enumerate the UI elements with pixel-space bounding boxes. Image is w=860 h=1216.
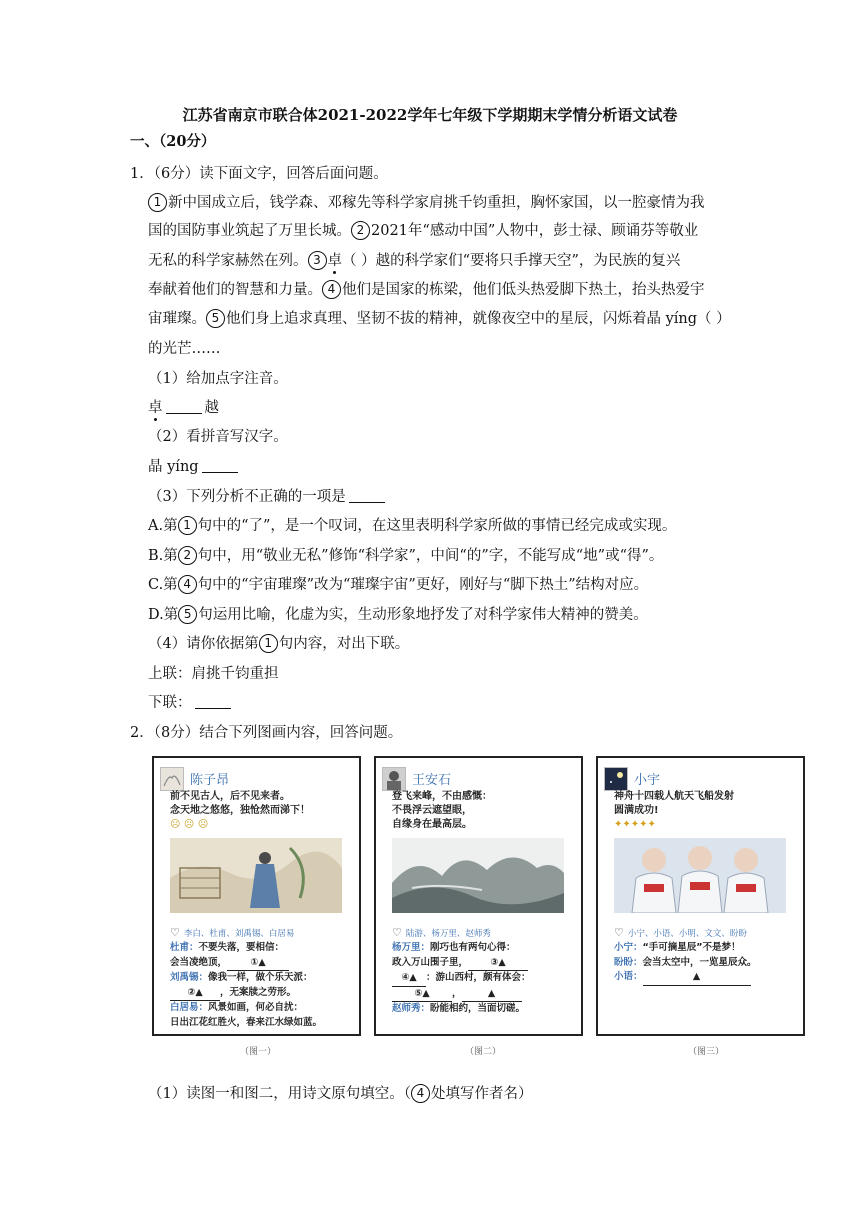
post-text: 登飞来峰，不由感慨： 不畏浮云遮望眼， 自缘身在最高层。 <box>392 791 492 830</box>
circled-number: 1 <box>148 193 167 212</box>
comments: 小宁：“手可摘星辰”不是梦！ 盼盼：会当太空中，一览星辰众。 小语： ▲ <box>614 941 757 986</box>
figure-3-caption: （图三） <box>688 1047 725 1057</box>
poster-name: 小宇 <box>634 773 661 788</box>
figure-1-card <box>152 756 361 1036</box>
page-title: 江苏省南京市联合体2021-2022学年七年级下学期期末学情分析语文试卷 <box>182 106 678 124</box>
q1-sub2-answer: 晶 yíng <box>148 456 241 478</box>
avatar-icon <box>382 767 406 791</box>
answer-blank-5[interactable]: ⑤▲ <box>392 987 452 1003</box>
answer-blank-2[interactable]: ②▲ <box>170 986 220 1002</box>
q1-para-line3: 无私的科学家赫然在列。 3 卓（ ）越的科学家们“要将只手撑天空”，为民族的复兴 <box>148 253 681 269</box>
q2-stem: 2．（8分）结合下列图画内容，回答问题。 <box>130 725 403 741</box>
q1-sub2: （2）看拼音写汉字。 <box>148 429 288 445</box>
circled-number: 5 <box>206 309 225 328</box>
likes-row: ♡ 李白、杜甫、刘禹锡、白居易 <box>170 926 295 939</box>
heart-icon[interactable]: ♡ <box>392 926 402 939</box>
q1-para-line6: 的光芒…… <box>148 341 221 357</box>
post-text: 前不见古人，后不见来者。 念天地之悠悠，独怆然而涕下！ ☹ ☹ ☹ <box>170 791 310 830</box>
answer-blank-7[interactable]: ▲ <box>643 970 751 986</box>
avatar-icon <box>604 767 628 791</box>
q1-sub3: （3）下列分析不正确的一项是 <box>148 486 388 508</box>
poster-name: 王安石 <box>412 773 452 788</box>
q1-para-line2: 国的国防事业筑起了万里长城。 2 2021年“感动中国”人物中，彭士禄、顾诵芬等敬业 <box>148 223 699 239</box>
figure-2-card <box>374 756 583 1036</box>
answer-blank-6[interactable]: ▲ <box>462 987 522 1003</box>
q1-para-line1: 1 新中国成立后，钱学森、邓稼先等科学家肩挑千钧重担，胸怀家国，以一腔豪情为我 <box>148 192 705 214</box>
option-a: A.第 1 句中的“了”，是一个叹词，在这里表明科学家所做的事情已经完成或实现。 <box>148 518 677 534</box>
q2-sub1: （1）读图一和图二，用诗文原句填空。（ 4 处填写作者名） <box>148 1086 533 1102</box>
option-d: D.第 5 句运用比喻，化虚为实，生动形象地抒发了对科学家伟大精神的赞美。 <box>148 607 648 623</box>
post-image <box>614 838 786 913</box>
emoji-row: ✦✦✦✦✦ <box>614 819 656 830</box>
answer-blank[interactable] <box>202 458 238 473</box>
post-text: 神舟十四载人航天飞船发射 圆满成功! ✦✦✦✦✦ <box>614 791 734 830</box>
likes-row: ♡ 小宁、小语、小明、文文、盼盼 <box>614 926 747 939</box>
circled-number: 2 <box>351 221 370 240</box>
comments: 杜甫：不要失落，要相信： 会当凌绝顶， ①▲ 刘禹锡：像我一样，做个乐天派： ②▲ ，无案牍之劳形。 白居易：风景如画，何必自扰： 日出江花红胜火，春来江水绿如蓝。 <box>170 942 323 1028</box>
q1-sub1: （1）给加点字注音。 <box>148 371 288 387</box>
answer-blank[interactable] <box>166 399 202 414</box>
circled-number: 3 <box>308 251 327 270</box>
couplet-lower: 下联： <box>148 692 234 714</box>
emoji-row: ☹ ☹ ☹ <box>170 819 209 830</box>
couplet-upper: 上联：肩挑千钧重担 <box>148 666 279 682</box>
figure-3-card <box>596 756 805 1036</box>
heart-icon[interactable]: ♡ <box>614 926 624 939</box>
answer-blank[interactable] <box>349 488 385 503</box>
circled-number: 4 <box>322 280 341 299</box>
post-image <box>170 838 342 913</box>
section-heading: 一、（20分） <box>130 133 216 150</box>
option-b: B.第 2 句中，用“敬业无私”修饰“科学家”，中间“的”字，不能写成“地”或“得”。 <box>148 548 664 564</box>
q1-para-line5: 宙璀璨。 5 他们身上追求真理、坚韧不拔的精神，就像夜空中的星辰，闪烁着晶 yíng（ ） <box>148 311 731 327</box>
q1-sub4: （4）请你依据第 1 句内容，对出下联。 <box>148 636 410 652</box>
comments: 杨万里：刚巧也有两句心得： 政入万山围子里， ③▲ ④▲ ：游山西村，颇有体会： ⑤▲ ， ▲ 赵师秀：盼能相约，当面切磋。 <box>392 942 531 1014</box>
likes-row: ♡ 陆游、杨万里、赵师秀 <box>392 926 491 939</box>
post-image <box>392 838 564 913</box>
answer-blank-1[interactable]: ①▲ <box>227 956 289 972</box>
poster-name: 陈子昂 <box>190 773 230 788</box>
q1-para-line4: 奉献着他们的智慧和力量。 4 他们是国家的栋梁，他们低头热爱脚下热土，抬头热爱宇 <box>148 282 705 298</box>
answer-blank-4[interactable]: ④▲ <box>392 971 426 987</box>
q1-sub1-answer: 卓 越 <box>148 400 219 416</box>
answer-blank[interactable] <box>195 694 231 709</box>
heart-icon[interactable]: ♡ <box>170 926 180 939</box>
answer-blank-3[interactable]: ③▲ <box>468 956 528 972</box>
figure-2-caption: （图二） <box>465 1047 502 1057</box>
dotted-char: 卓 <box>327 253 342 269</box>
figure-1-caption: （图一） <box>240 1047 277 1057</box>
option-c: C.第 4 句中的“宇宙璀璨”改为“璀璨宇宙”更好，刚好与“脚下热土”结构对应。 <box>148 577 649 593</box>
avatar-icon <box>160 767 184 791</box>
q1-stem: 1．（6分）读下面文字，回答后面问题。 <box>130 166 388 182</box>
